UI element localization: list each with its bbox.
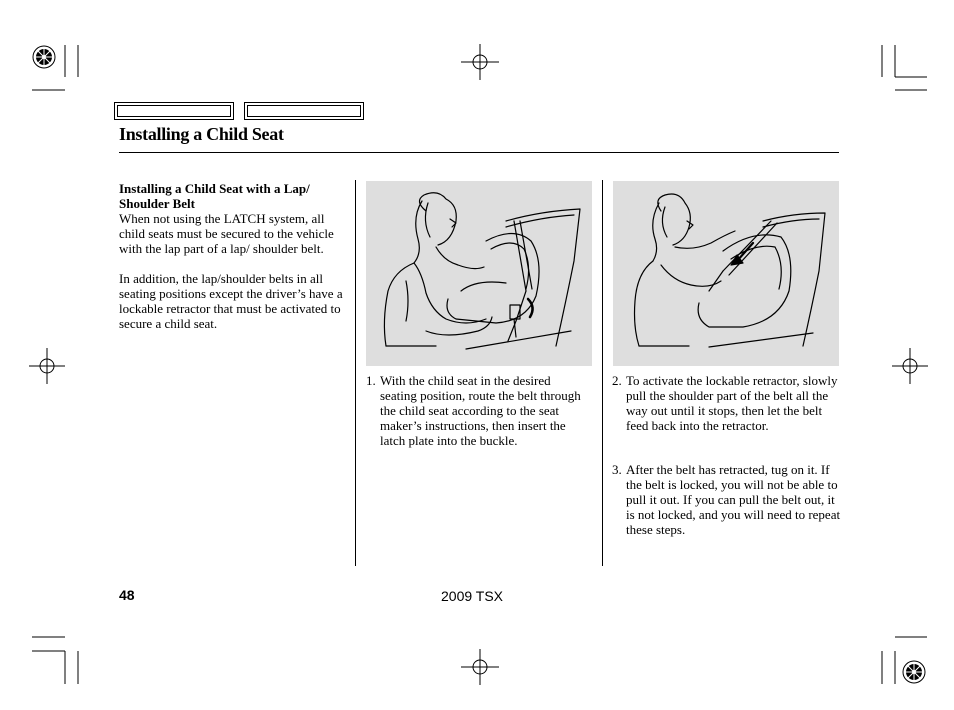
step-text: To activate the lockable retractor, slowly pull the shoulder part of the belt all the way out until it stops, then let the belt feed back into the retractor. [626, 373, 838, 433]
starburst-mark-bottom-right [903, 661, 925, 683]
section-subheading: Installing a Child Seat with a Lap/ Shoulder Belt [119, 181, 310, 211]
step-text: With the child seat in the desired seating position, route the belt through the child seat according to the seat maker’s instructions, then insert the latch plate into the buckle. [380, 373, 581, 448]
retractor-paragraph: In addition, the lap/shoulder belts in all seating positions except the driver’s have a lockable retractor that must be activated to secure a child seat. [119, 271, 343, 331]
step-text: After the belt has retracted, tug on it. If the belt is locked, you will not be able to pull it out. If you can pull the belt out, it is not locked, and you will need to repeat these steps. [626, 462, 841, 537]
column-divider-2 [602, 180, 603, 566]
step-2 [612, 373, 840, 433]
step-number: 2. [612, 373, 622, 388]
registration-crosshair-bottom [461, 649, 499, 685]
title-rule [119, 152, 839, 153]
section-tab-1 [114, 102, 234, 120]
intro-paragraph: When not using the LATCH system, all child seats must be secured to the vehicle with the lap part of a lap/ shoulder belt. [119, 211, 334, 256]
registration-crosshair-right [892, 348, 928, 384]
child-seat-buckle-illustration [366, 181, 592, 366]
starburst-mark-top-left [33, 46, 55, 68]
section-tab-2 [244, 102, 364, 120]
illustration-insert-latch-plate [366, 181, 592, 366]
left-column [119, 181, 347, 331]
step-number: 1. [366, 373, 376, 388]
page-number: 48 [119, 587, 135, 603]
step-1 [366, 373, 590, 448]
vehicle-model-footer: 2009 TSX [441, 588, 504, 604]
column-divider-1 [355, 180, 356, 566]
page-title: Installing a Child Seat [119, 124, 284, 144]
lockable-retractor-illustration [613, 181, 839, 366]
registration-crosshair-top [461, 44, 499, 80]
step-number: 3. [612, 462, 622, 477]
illustration-pull-shoulder-belt [613, 181, 839, 366]
registration-crosshair-left [29, 348, 65, 384]
step-3 [612, 462, 842, 537]
